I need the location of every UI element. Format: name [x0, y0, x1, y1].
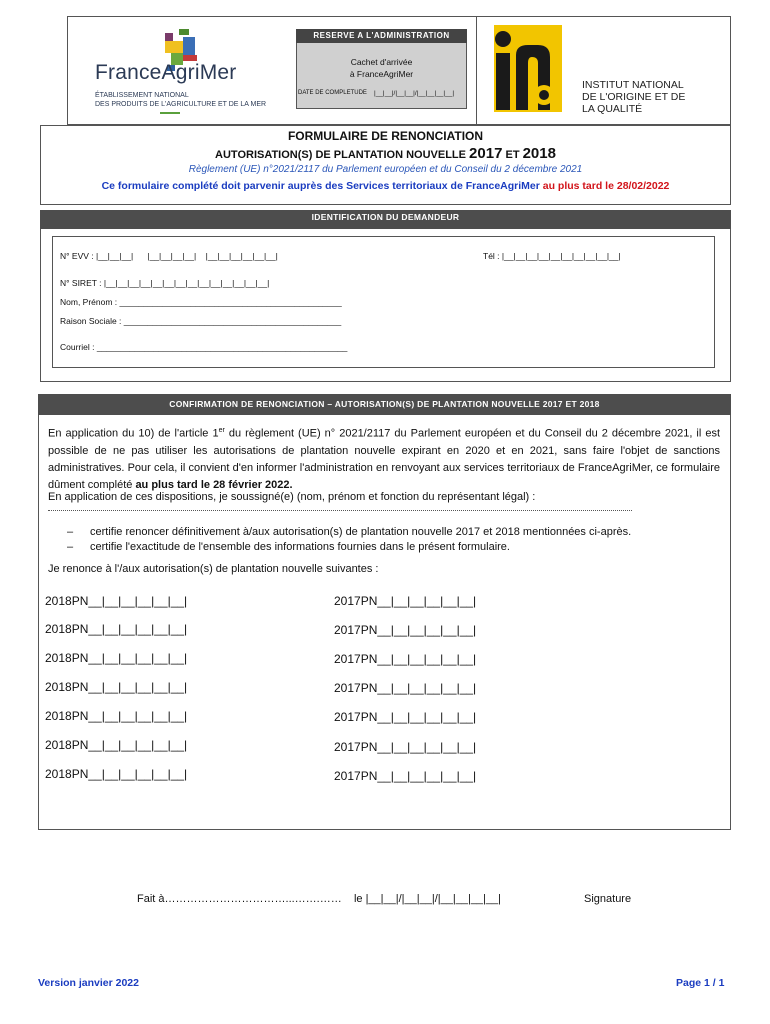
pn-2017-field[interactable]: 2017PN__|__|__|__|__|__| [334, 623, 477, 637]
regulation-reference: Règlement (UE) n°2021/2117 du Parlement européen et du Conseil du 2 décembre 2021 [188, 164, 583, 175]
telephone-field[interactable]: Tél : |__|__|__|__|__|__|__|__|__|__| [483, 251, 621, 261]
date-completude-label: DATE DE COMPLETUDE [298, 90, 367, 96]
pn-2018-field[interactable]: 2018PN__|__|__|__|__|__| [45, 738, 188, 752]
pn-2018-field[interactable]: 2018PN__|__|__|__|__|__| [45, 680, 188, 694]
inao-logo-icon [494, 25, 562, 112]
pn-2017-field[interactable]: 2017PN__|__|__|__|__|__| [334, 769, 477, 783]
certify-accuracy-item: certifie l'exactitude de l'ensemble des informations fournies dans le présent formulaire. [90, 541, 510, 553]
pn-2017-field[interactable]: 2017PN__|__|__|__|__|__| [334, 652, 477, 666]
pn-2017-field[interactable]: 2017PN__|__|__|__|__|__| [334, 594, 477, 608]
para-text-a: En application du 10) de l'article 1 [48, 427, 219, 440]
cachet-line-2: à FranceAgriMer [349, 69, 414, 79]
siret-field[interactable]: N° SIRET : |__|__|__|__|__|__|__|__|__|__|__|__|__|__| [60, 278, 270, 288]
admin-title: RESERVE A L'ADMINISTRATION [296, 29, 467, 43]
year-2018: 2018 [522, 145, 556, 162]
para-deadline: au plus tard le 28 février 2022. [135, 478, 293, 491]
renounce-intro: Je renonce à l'/aux autorisation(s) de plantation nouvelle suivantes : [48, 563, 379, 575]
confirmation-header: CONFIRMATION DE RENONCIATION – AUTORISATION(S) DE PLANTATION NOUVELLE 2017 ET 2018 [38, 394, 731, 415]
cachet-line-1: Cachet d'arrivée [350, 57, 413, 67]
bullet-dash-1: – [67, 526, 74, 538]
pn-2018-field[interactable]: 2018PN__|__|__|__|__|__| [45, 622, 188, 636]
subtitle-et: ET [502, 149, 523, 161]
undersigned-paragraph: En application de ces dispositions, je soussigné(e) (nom, prénom et fonction du représentant légal) : [48, 491, 536, 503]
subtitle-text: AUTORISATION(S) DE PLANTATION NOUVELLE [215, 149, 470, 161]
place-date-field[interactable]: Fait à……………………………...…….…… le |__|__|/|__|__|/|__|__|__|__| [137, 893, 502, 905]
pn-2017-field[interactable]: 2017PN__|__|__|__|__|__| [334, 681, 477, 695]
header-divider [476, 16, 477, 124]
undersigned-line-field[interactable] [48, 510, 632, 511]
pn-2018-field[interactable]: 2018PN__|__|__|__|__|__| [45, 709, 188, 723]
org-subtitle-1: ÉTABLISSEMENT NATIONAL [95, 92, 189, 99]
logo-underline [160, 112, 180, 114]
pn-2017-field[interactable]: 2017PN__|__|__|__|__|__| [334, 740, 477, 754]
form-subtitle [40, 145, 731, 162]
para-text-b: du règlement (UE) n° 2021/2117 du Parlement européen et du Conseil du 2 décembre 2021, il est possible de ne pas utiliser les autorisations de plantation nouvelle expirant en 2020 et en 2021, sans faire l'objet de sanctions administratives. Pour cela, il convient d'en informer l'administration en renvoyant aux services territoriaux de FranceAgriMer, ce formulaire dûment complété [48, 427, 720, 491]
evv-field[interactable]: N° EVV : |__|__|__| |__|__|__|__| |__|__|__|__|__|__| [60, 251, 278, 261]
version-label: Version janvier 2022 [38, 977, 139, 989]
raison-sociale-field[interactable]: Raison Sociale : ______________________________________________ [60, 316, 342, 326]
certify-renounce-item: certifie renoncer définitivement à/aux autorisation(s) de plantation nouvelle 2017 et 2018 mentionnées ci-après. [90, 526, 632, 538]
org-subtitle-2: DES PRODUITS DE L'AGRICULTURE ET DE LA MER [95, 101, 267, 108]
pn-2017-field[interactable]: 2017PN__|__|__|__|__|__| [334, 710, 477, 724]
application-paragraph [48, 422, 720, 494]
courriel-field[interactable]: Courriel : _____________________________________________________ [60, 342, 348, 352]
date-completude-field: |__|__|/|__|__|/|__|__|__|__| [374, 90, 455, 97]
signature-label: Signature [584, 893, 632, 905]
inao-name-line-2: DE L'ORIGINE ET DE [582, 91, 686, 103]
pn-2018-field[interactable]: 2018PN__|__|__|__|__|__| [45, 651, 188, 665]
pn-2018-field[interactable]: 2018PN__|__|__|__|__|__| [45, 594, 188, 608]
deadline-notice [40, 180, 731, 192]
identification-header: IDENTIFICATION DU DEMANDEUR [40, 210, 731, 229]
inao-name-line-1: INSTITUT NATIONAL [582, 79, 684, 91]
year-2017: 2017 [469, 145, 503, 162]
pn-2018-field[interactable]: 2018PN__|__|__|__|__|__| [45, 767, 188, 781]
bullet-dash-2: – [67, 541, 74, 553]
form-title: FORMULAIRE DE RENONCIATION [287, 129, 484, 143]
deadline-date: au plus tard le 28/02/2022 [542, 180, 670, 192]
page-number: Page 1 / 1 [676, 977, 725, 989]
para-superscript: er [218, 427, 225, 434]
deadline-text: Ce formulaire complété doit parvenir auprès des Services territoriaux de FranceAgriMer [101, 180, 543, 192]
nom-prenom-field[interactable]: Nom, Prénom : _______________________________________________ [60, 297, 342, 307]
org-name: FranceAgriMer [95, 61, 237, 84]
inao-name-line-3: LA QUALITÉ [582, 103, 643, 115]
